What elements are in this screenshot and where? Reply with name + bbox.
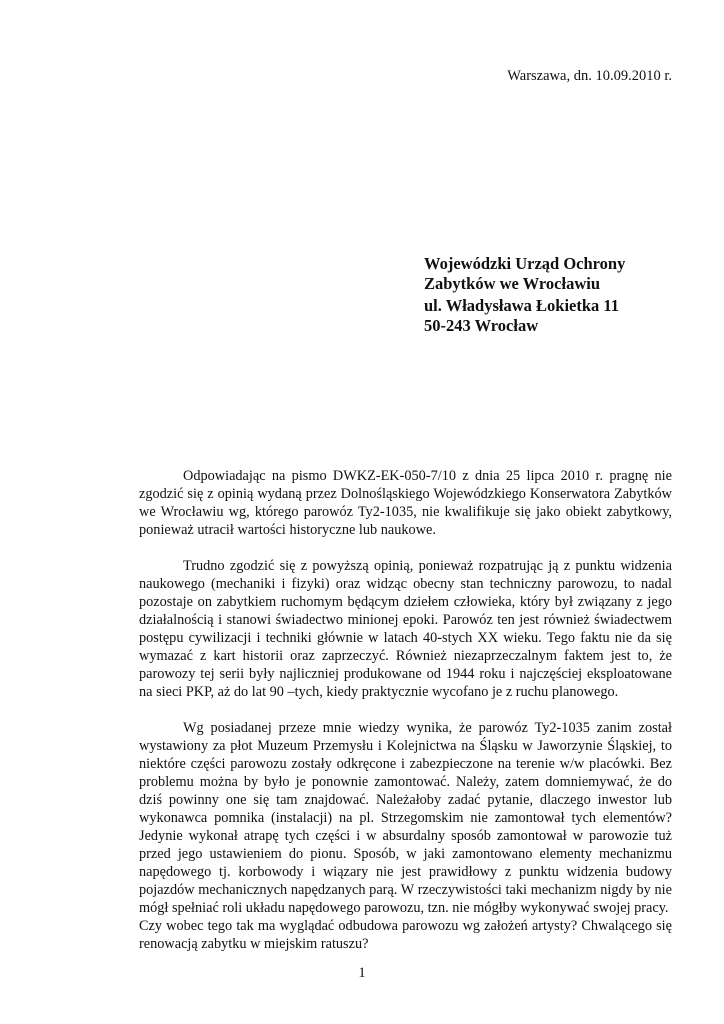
recipient-line-1: Wojewódzki Urząd Ochrony [424,254,626,273]
recipient-line-4: 50-243 Wrocław [424,316,539,335]
page-number: 1 [358,965,366,981]
letter-body [139,467,672,953]
date-line: Warszawa, dn. 10.09.2010 r. [507,68,672,84]
recipient-line-3: ul. Władysława Łokietka 11 [424,296,619,315]
recipient-line-2: Zabytków we Wrocławiu [424,274,601,293]
paragraph-4: Czy wobec tego tak ma wyglądać odbudowa parowozu wg założeń artysty? Chwalącego się renowacją zabytku w miejskim ratuszu? [139,918,672,952]
paragraph-3: Wg posiadanej przeze mnie wiedzy wynika, że parowóz Ty2-1035 zanim został wystawiony za płot Muzeum Przemysłu i Kolejnictwa na Śląsku w Jaworzynie Śląskiej, to niektóre części parowozu zostały odkręcone i zabezpieczone na terenie w/w placówki. Bez problemu można by było je ponownie zamontować. Należy, zatem domniemywać, że do dziś powinny one się tam znajdować. Należałoby zadać pytanie, dlaczego inwestor lub wykonawca pomnika (instalacji) na pl. Strzegomskim nie zamontował tych elementów? Jedynie wykonał atrapę tych części i w absurdalny sposób zamontował w parowozie tuż przed jego ustawieniem do pionu. Sposób, w jaki zamontowano elementy mechanizmu napędowego tj. korbowody i wiązary nie jest prawidłowy z punktu widzenia budowy pojazdów mechanicznych napędzanych parą. W rzeczywistości taki mechanizm nigdy by nie mógł spełniać roli układu napędowego parowozu, tzn. nie mógłby wykonywać swojej pracy. [139,720,672,916]
paragraph-1: Odpowiadając na pismo DWKZ-EK-050-7/10 z dnia 25 lipca 2010 r. pragnę nie zgodzić się z opinią wydaną przez Dolnośląskiego Wojewódzkiego Konserwatora Zabytków we Wrocławiu wg, którego parowóz Ty2-1035, nie kwalifikuje się jako obiekt zabytkowy, ponieważ utracił wartości historyczne lub naukowe. [139,468,672,538]
recipient-address [424,254,684,336]
paragraph-2: Trudno zgodzić się z powyższą opinią, ponieważ rozpatrując ją z punktu widzenia naukowego (mechaniki i fizyki) oraz widząc obecny stan techniczny parowozu, to nadal pozostaje on zabytkiem ruchomym będącym dziełem człowieka, który był związany z jego działalnością i stanowi świadectwo minionej epoki. Parowóz ten jest również świadectwem postępu cywilizacji i techniki głównie w latach 40-stych XX wieku. Tego faktu nie da się wymazać z kart historii oraz zaprzeczyć. Również niezaprzeczalnym faktem jest to, że parowozy tej serii były najliczniej produkowane od 1944 roku i najczęściej eksploatowane na sieci PKP, aż do lat 90 –tych, kiedy praktycznie wycofano je z ruchu planowego. [139,558,672,700]
